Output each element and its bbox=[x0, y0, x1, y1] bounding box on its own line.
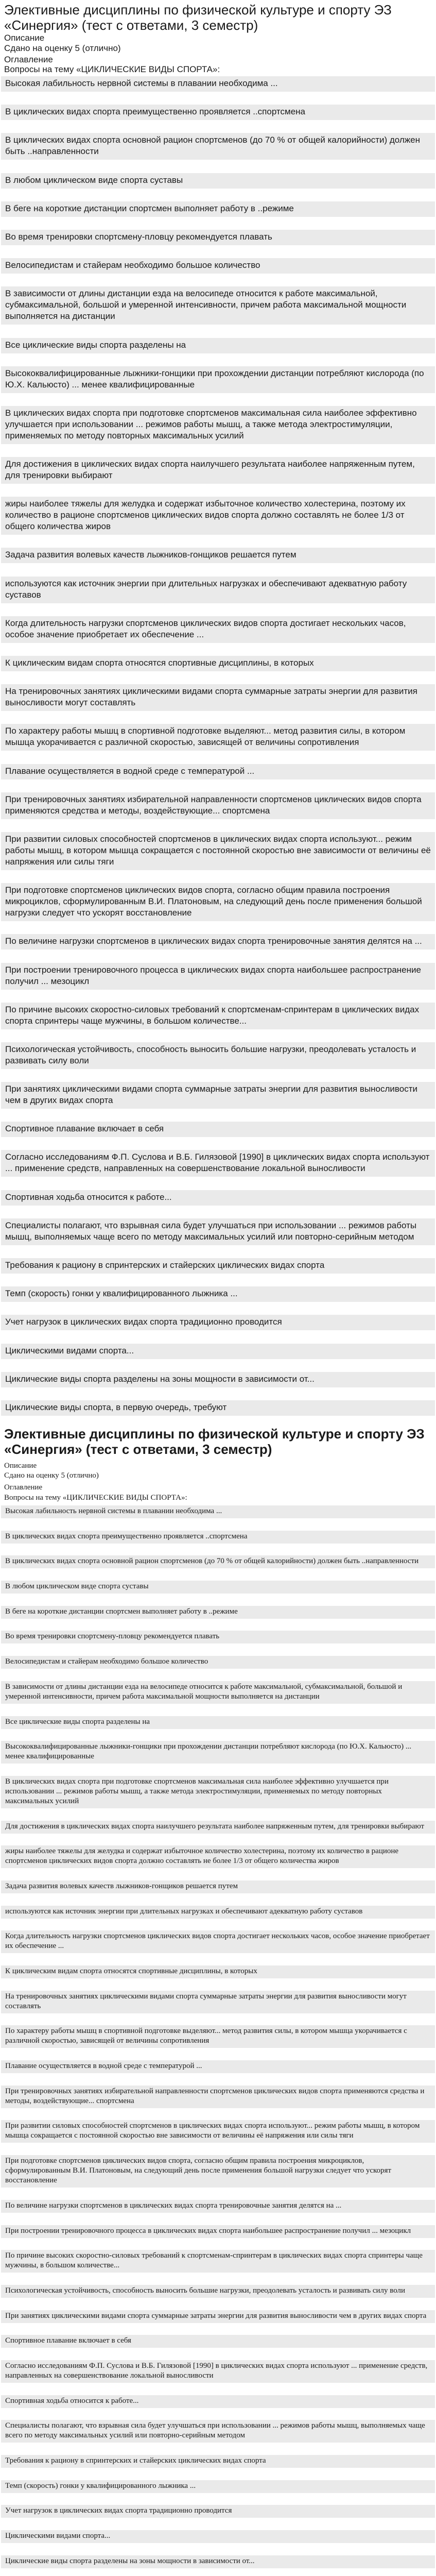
question-item: Высококвалифицированные лыжники-гонщики при прохождении дистанции потребляют кислорода (по Ю.Х. Кальюсто) ... менее квалифицированные bbox=[1, 1741, 435, 1764]
question-item: Плавание осуществляется в водной среде с температурой ... bbox=[1, 764, 435, 779]
topic-intro: Вопросы на тему «ЦИКЛИЧЕСКИЕ ВИДЫ СПОРТА»: bbox=[4, 1494, 187, 1502]
question-item: При подготовке спортсменов циклических видов спорта, согласно общим правила построения микроциклов, сформулированным В.И. Платоновым, на следующий день после применения большой нагрузки следует что ускорят восстановление bbox=[1, 883, 435, 921]
question-item: По характеру работы мышц в спортивной подготовке выделяют... метод развития силы, в котором мышца укорачивается с различной скоростью, зависящей от величины сопротивления bbox=[1, 2025, 435, 2048]
question-item: В циклических видах спорта преимущественно проявляется ..спортсмена bbox=[1, 1531, 435, 1544]
question-item: Велосипедистам и стайерам необходимо большое количество bbox=[1, 258, 435, 274]
toc-label[interactable]: Оглавление bbox=[4, 1483, 43, 1492]
question-item: Задача развития волевых качеств лыжников-гонщиков решается путем bbox=[1, 1880, 435, 1893]
question-item: К циклическим видам спорта относятся спортивные дисциплины, в которых bbox=[1, 656, 435, 671]
question-item: жиры наиболее тяжелы для желудка и содержат избыточное количество холестерина, поэтому их количество в рационе спортсменов циклических видов спорта должно составлять не более 1/3 от общего количества жиров bbox=[1, 497, 435, 535]
question-item: Все циклические виды спорта разделены на bbox=[1, 1716, 435, 1729]
question-item: При подготовке спортсменов циклических видов спорта, согласно общим правила построения микроциклов, сформулированным В.И. Платоновым, на следующий день после применения большой нагрузки следует что ускорят восстановление bbox=[1, 2155, 435, 2188]
question-item: В циклических видах спорта при подготовке спортсменов максимальная сила наиболее эффективно улучшается при использовании ... режимов работы мышц, а также метода электростимуляции, применяемых по методу повторных максимальных усилий bbox=[1, 406, 435, 444]
question-item: используются как источник энергии при длительных нагрузках и обеспечивают адекватную работу суставов bbox=[1, 577, 435, 603]
question-item: Циклические виды спорта, в первую очередь, требуют bbox=[1, 1400, 435, 1416]
question-item: В зависимости от длины дистанции езда на велосипеде относится к работе максимальной, субмаксимальной, большой и умеренной интенсивности, причем работа максимальной мощности выполняется на дистанции bbox=[1, 286, 435, 325]
question-item: На тренировочных занятиях циклическими видами спорта суммарные затраты энергии для развития выносливости могут составлять bbox=[1, 684, 435, 711]
question-item: Во время тренировки спортсмену-пловцу рекомендуется плавать bbox=[1, 1631, 435, 1643]
question-item: Психологическая устойчивость, способность выносить большие нагрузки, преодолевать усталость и развивать силу воли bbox=[1, 2285, 435, 2298]
document-title: Элективные дисциплины по физической культуре и спорту ЭЗ «Синергия» (тест с ответами, 3 семестр) bbox=[4, 1426, 425, 1457]
question-item: Плавание осуществляется в водной среде с температурой ... bbox=[1, 2060, 435, 2073]
question-list bbox=[0, 76, 436, 1416]
question-item: При занятиях циклическими видами спорта суммарные затраты энергии для развития выносливости чем в других видах спорта bbox=[1, 1082, 435, 1109]
topic-intro: Вопросы на тему «ЦИКЛИЧЕСКИЕ ВИДЫ СПОРТА»: bbox=[4, 64, 220, 74]
question-item: Циклические виды спорта разделены на зоны мощности в зависимости от... bbox=[1, 1372, 435, 1387]
question-item: По величине нагрузки спортсменов в циклических видах спорта тренировочные занятия делятся на ... bbox=[1, 934, 435, 950]
question-item: Согласно исследованиям Ф.П. Суслова и В.Б. Гилязовой [1990] в циклических видах спорта используют ... применение средств, направленных на совершенствование локальной выносливости bbox=[1, 1150, 435, 1177]
description-label: Описание bbox=[4, 33, 45, 43]
question-item: В циклических видах спорта преимущественно проявляется ..спортсмена bbox=[1, 105, 435, 120]
question-item: Спортивная ходьба относится к работе... bbox=[1, 2395, 435, 2408]
question-item: Циклическими видами спорта... bbox=[1, 2530, 435, 2543]
question-item: В зависимости от длины дистанции езда на велосипеде относится к работе максимальной, субмаксимальной, большой и умеренной интенсивности, причем работа максимальной мощности выполняется на дистанции bbox=[1, 1681, 435, 1704]
question-item: Велосипедистам и стайерам необходимо большое количество bbox=[1, 1656, 435, 1669]
question-item: По причине высоких скоростно-силовых требований к спортсменам-спринтерам в циклических видах спорта спринтеры чаще мужчины, в большом количестве... bbox=[1, 1003, 435, 1029]
question-item: При занятиях циклическими видами спорта суммарные затраты энергии для развития выносливости чем в других видах спорта bbox=[1, 2310, 435, 2323]
question-item: По характеру работы мышц в спортивной подготовке выделяют... метод развития силы, в котором мышца укорачивается с различной скоростью, зависящей от величины сопротивления bbox=[1, 724, 435, 751]
question-item: используются как источник энергии при длительных нагрузках и обеспечивают адекватную работу суставов bbox=[1, 1906, 435, 1919]
toc-label[interactable]: Оглавление bbox=[4, 55, 53, 64]
question-item: Специалисты полагают, что взрывная сила будет улучшаться при использовании ... режимов работы мышц, выполняемых чаще всего по методу максимальных усилий или повторно-серийным методом bbox=[1, 2420, 435, 2443]
question-item: В циклических видах спорта при подготовке спортсменов максимальная сила наиболее эффективно улучшается при использовании ... режимов работы мышц, а также метода электростимуляции, применяемых по методу повторных максимальных усилий bbox=[1, 1776, 435, 1808]
question-item: Когда длительность нагрузки спортсменов циклических видов спорта достигает нескольких часов, особое значение приобретает их обеспечение ... bbox=[1, 1930, 435, 1953]
description-label: Описание bbox=[4, 1462, 37, 1470]
question-item: Учет нагрузок в циклических видах спорта традиционно проводится bbox=[1, 1315, 435, 1330]
grade-text: Сдано на оценку 5 (отлично) bbox=[4, 43, 121, 53]
question-item: В циклических видах спорта основной рацион спортсменов (до 70 % от общей калорийности) должен быть ..направленности bbox=[1, 1555, 435, 1568]
test-section-duplicate bbox=[0, 1426, 436, 2576]
question-item: В любом циклическом виде спорта суставы bbox=[1, 173, 435, 189]
question-item: При тренировочных занятиях избирательной направленности спортсменов циклических видов спорта применяются средства и методы, воздействующие... спортсмена bbox=[1, 2086, 435, 2108]
question-item: В циклических видах спорта основной рацион спортсменов (до 70 % от общей калорийности) должен быть ..направленности bbox=[1, 133, 435, 160]
question-list bbox=[0, 1505, 436, 2576]
question-item: При развитии силовых способностей спортсменов в циклических видах спорта используют... режим работы мышц, в котором мышца сокращается с постоянной скоростью вне зависимости от величины её напряжения или силы тяги bbox=[1, 2120, 435, 2143]
question-item: Когда длительность нагрузки спортсменов циклических видов спорта достигает нескольких часов, особое значение приобретает их обеспечение ... bbox=[1, 616, 435, 643]
question-item: Требования к рациону в спринтерских и стайерских циклических видах спорта bbox=[1, 1258, 435, 1274]
question-item: Требования к рациону в спринтерских и стайерских циклических видах спорта bbox=[1, 2455, 435, 2468]
question-item: Циклические виды спорта разделены на зоны мощности в зависимости от... bbox=[1, 2555, 435, 2568]
question-item: Высококвалифицированные лыжники-гонщики при прохождении дистанции потребляют кислорода (по Ю.Х. Кальюсто) ... менее квалифицированные bbox=[1, 366, 435, 393]
question-item: Циклическими видами спорта... bbox=[1, 1344, 435, 1359]
question-item: Все циклические виды спорта разделены на bbox=[1, 338, 435, 353]
document-title: Элективные дисциплины по физической культуре и спорту ЭЗ «Синергия» (тест с ответами, 3 семестр) bbox=[4, 2, 392, 33]
question-item: На тренировочных занятиях циклическими видами спорта суммарные затраты энергии для развития выносливости могут составлять bbox=[1, 1991, 435, 2013]
question-item: Спортивное плавание включает в себя bbox=[1, 2335, 435, 2348]
question-item: Во время тренировки спортсмену-пловцу рекомендуется плавать bbox=[1, 230, 435, 245]
question-item: В беге на короткие дистанции спортсмен выполняет работу в ..режиме bbox=[1, 201, 435, 217]
question-item: Учет нагрузок в циклических видах спорта традиционно проводится bbox=[1, 2505, 435, 2518]
question-item: При тренировочных занятиях избирательной направленности спортсменов циклических видов спорта применяются средства и методы, воздействующие... спортсмена bbox=[1, 792, 435, 819]
question-item: Согласно исследованиям Ф.П. Суслова и В.Б. Гилязовой [1990] в циклических видах спорта используют ... применение средств, направленных на совершенствование локальной выносливости bbox=[1, 2360, 435, 2383]
question-item: В беге на короткие дистанции спортсмен выполняет работу в ..режиме bbox=[1, 1606, 435, 1619]
question-item: Для достижения в циклических видах спорта наилучшего результата наиболее напряженным путем, для тренировки выбирают bbox=[1, 1821, 435, 1834]
question-item: Высокая лабильность нервной системы в плавании необходима ... bbox=[1, 76, 435, 92]
question-item: жиры наиболее тяжелы для желудка и содержат избыточное количество холестерина, поэтому их количество в рационе спортсменов циклических видов спорта должно составлять не более 1/3 от общего количества жиров bbox=[1, 1845, 435, 1868]
question-item: Спортивное плавание включает в себя bbox=[1, 1122, 435, 1137]
question-item: К циклическим видам спорта относятся спортивные дисциплины, в которых bbox=[1, 1965, 435, 1978]
question-item: Темп (скорость) гонки у квалифицированного лыжника ... bbox=[1, 1286, 435, 1302]
question-item: По причине высоких скоростно-силовых требований к спортсменам-спринтерам в циклических видах спорта спринтеры чаще мужчины, в большом количестве... bbox=[1, 2250, 435, 2273]
question-item: Задача развития волевых качеств лыжников-гонщиков решается путем bbox=[1, 548, 435, 563]
question-item: По величине нагрузки спортсменов в циклических видах спорта тренировочные занятия делятся на ... bbox=[1, 2200, 435, 2213]
question-item: Высокая лабильность нервной системы в плавании необходима ... bbox=[1, 1505, 435, 1518]
question-item: Психологическая устойчивость, способность выносить большие нагрузки, преодолевать усталость и развивать силу воли bbox=[1, 1042, 435, 1069]
question-item: Темп (скорость) гонки у квалифицированного лыжника ... bbox=[1, 2480, 435, 2493]
question-item: В любом циклическом виде спорта суставы bbox=[1, 1581, 435, 1594]
question-item: Специалисты полагают, что взрывная сила будет улучшаться при использовании ... режимов работы мышц, выполняемых чаще всего по методу максимальных усилий или повторно-серийным методом bbox=[1, 1218, 435, 1245]
question-item: Для достижения в циклических видах спорта наилучшего результата наиболее напряженным путем, для тренировки выбирают bbox=[1, 457, 435, 484]
question-item: При построении тренировочного процесса в циклических видах спорта наибольшее распространение получил ... мезоцикл bbox=[1, 963, 435, 990]
question-item: При развитии силовых способностей спортсменов в циклических видах спорта используют... режим работы мышц, в котором мышца сокращается с постоянной скоростью вне зависимости от величины её напряжения или силы тяги bbox=[1, 832, 435, 870]
grade-text: Сдано на оценку 5 (отлично) bbox=[4, 1471, 99, 1480]
question-item: Спортивная ходьба относится к работе... bbox=[1, 1190, 435, 1206]
question-item: При построении тренировочного процесса в циклических видах спорта наибольшее распространение получил ... мезоцикл bbox=[1, 2225, 435, 2238]
